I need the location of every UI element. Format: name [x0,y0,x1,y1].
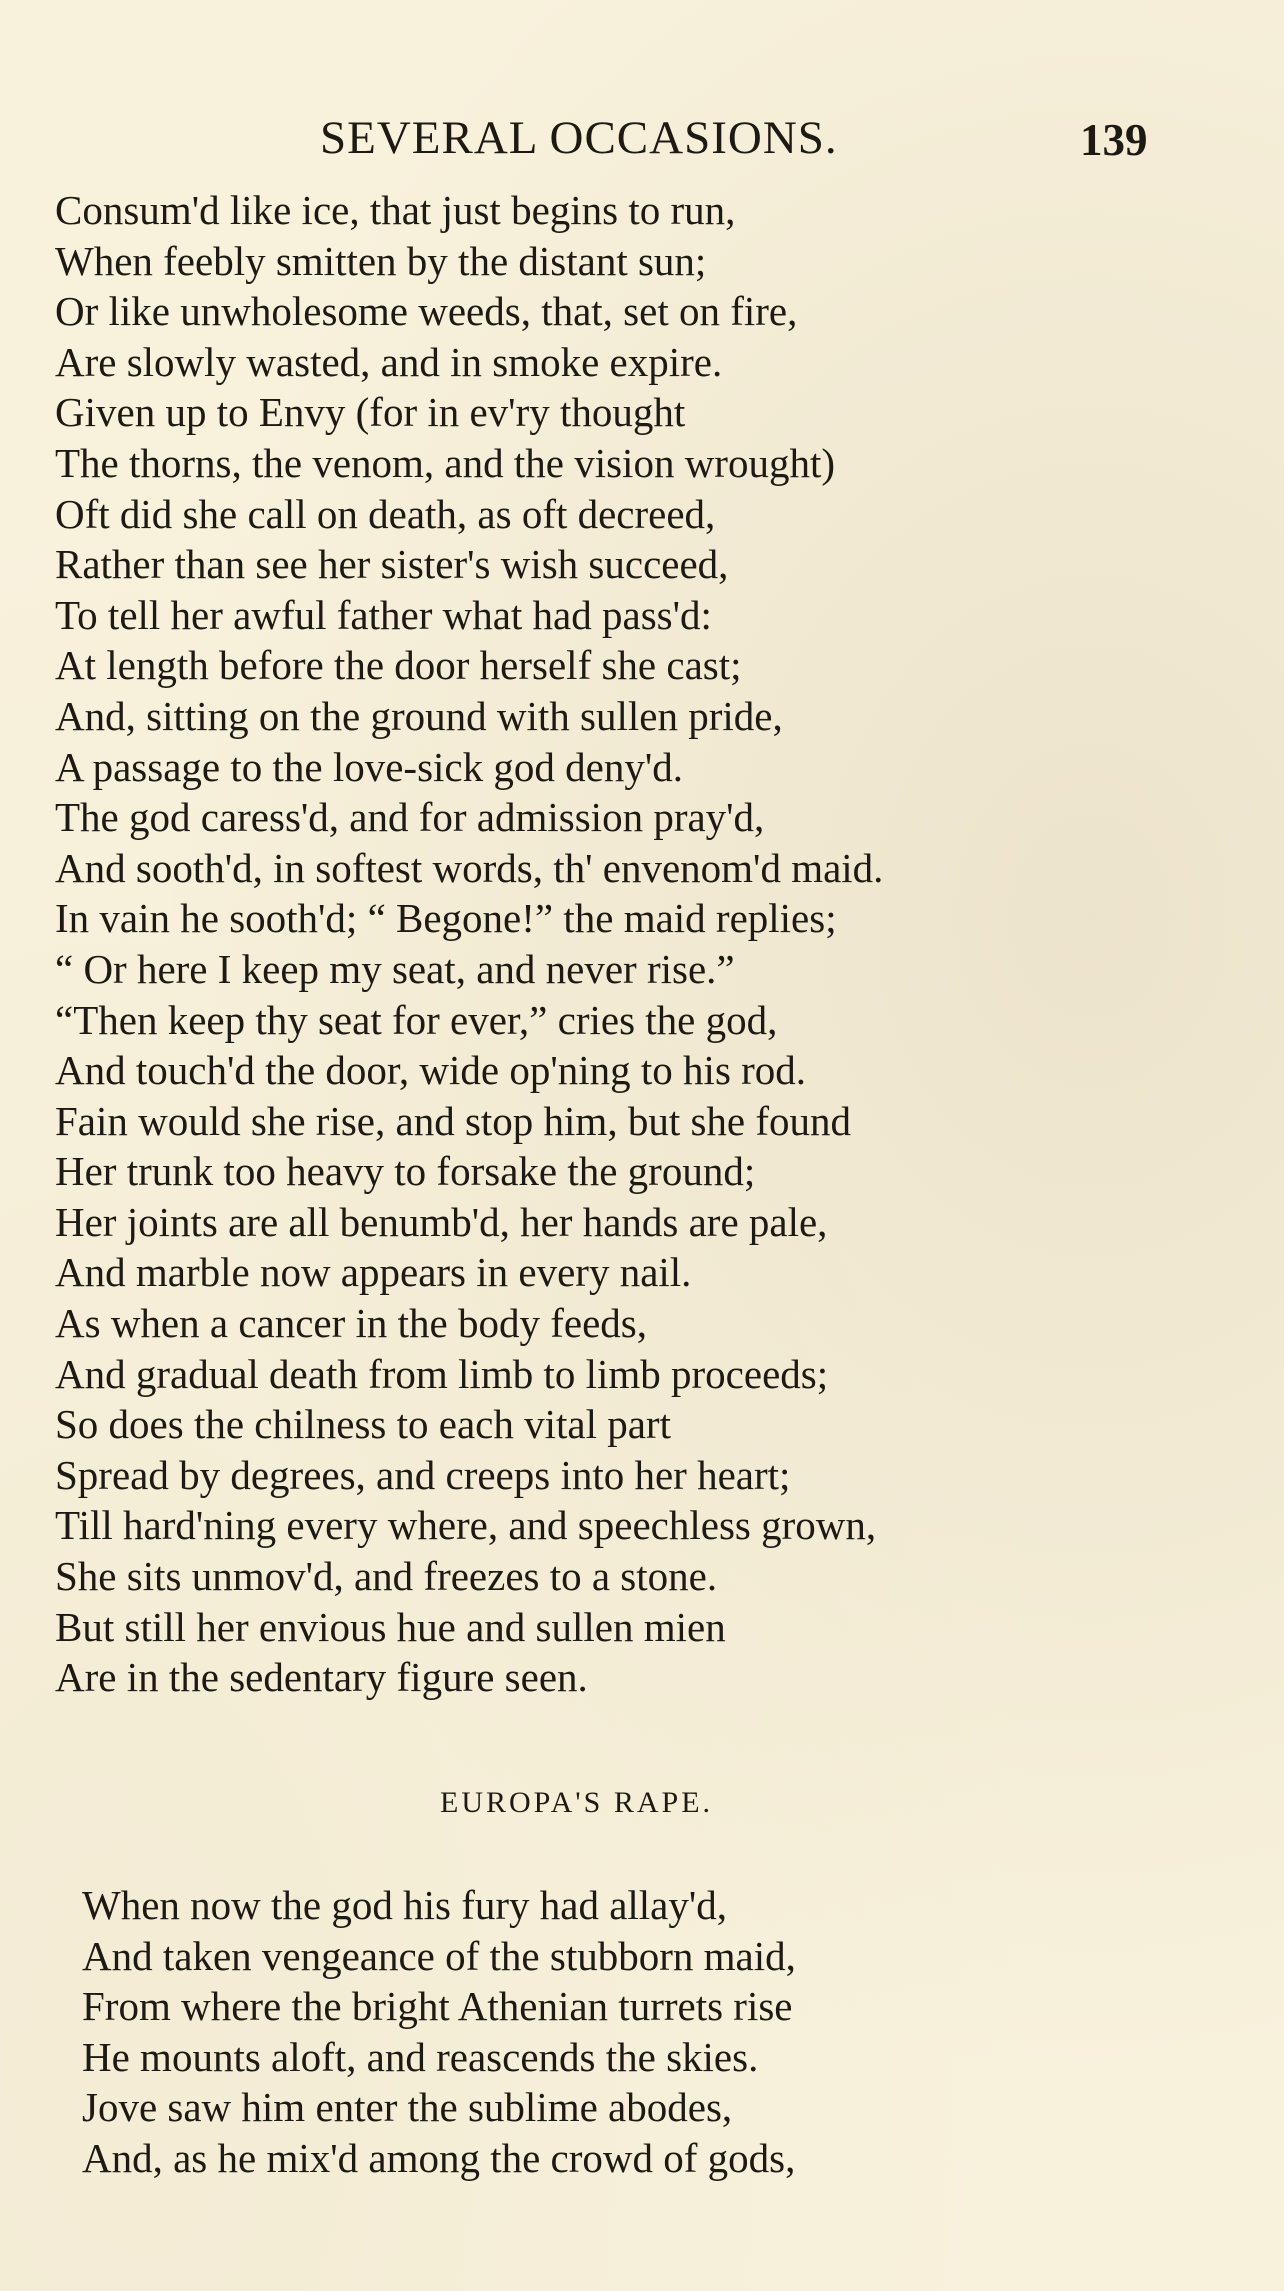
verse-line: And, sitting on the ground with sullen pride, [55,692,783,739]
verse-line: And marble now appears in every nail. [55,1249,692,1296]
verse-line: Or like unwholesome weeds, that, set on fire, [55,288,798,335]
verse-line: He mounts aloft, and reascends the skies. [82,2033,759,2080]
verse-line: When now the god his fury had allay'd, [82,1882,728,1928]
verse-line: “ Or here I keep my seat, and never rise.” [55,945,735,992]
poem-text [55,185,1205,1703]
verse-line: The god caress'd, and for admission pray'd, [55,794,765,841]
verse-line: Consum'd like ice, that just begins to run, [55,187,736,233]
verse-line: And, as he mix'd among the crowd of gods, [82,2134,796,2181]
running-head-title: SEVERAL OCCASIONS. [320,112,838,164]
verse-line: Rather than see her sister's wish succeed, [55,541,729,588]
verse-line: Spread by degrees, and creeps into her heart; [55,1451,791,1498]
verse-line: Are slowly wasted, and in smoke expire. [55,338,723,385]
section-title: EUROPA'S RAPE. [440,1786,714,1819]
verse-line: So does the chilness to each vital part [55,1401,671,1448]
verse-line: Oft did she call on death, as oft decreed, [55,490,716,537]
verse-line: Jove saw him enter the sublime abodes, [82,2084,733,2130]
verse-line: But still her envious hue and sullen mien [55,1603,726,1650]
verse-line: And touch'd the door, wide op'ning to his rod. [55,1047,807,1094]
verse-line: And taken vengeance of the stubborn maid, [82,1932,796,1979]
verse-line: From where the bright Athenian turrets rise [82,1983,793,2029]
verse-line: Are in the sedentary figure seen. [55,1654,588,1701]
verse-line: Her joints are all benumb'd, her hands are pale, [55,1198,828,1245]
verse-line: And gradual death from limb to limb proceeds; [55,1350,829,1397]
verse-line: When feebly smitten by the distant sun; [55,237,707,284]
running-head [0,108,1284,168]
section-poem-text [82,1880,1182,2183]
verse-line: She sits unmov'd, and freezes to a stone. [55,1553,718,1600]
verse-line: The thorns, the venom, and the vision wrought) [55,439,836,486]
verse-line: As when a cancer in the body feeds, [55,1300,647,1347]
verse-line: “Then keep thy seat for ever,” cries the god, [55,996,778,1043]
verse-line: In vain he sooth'd; “ Begone!” the maid replies; [55,895,837,942]
verse-line: Given up to Envy (for in ev'ry thought [55,389,686,436]
verse-line: Till hard'ning every where, and speechless grown, [55,1502,877,1549]
verse-line: At length before the door herself she cast; [55,642,742,689]
page-number: 139 [1080,115,1148,165]
verse-line: Her trunk too heavy to forsake the ground; [55,1148,756,1195]
verse-line: And sooth'd, in softest words, th' envenom'd maid. [55,844,884,891]
verse-line: A passage to the love-sick god deny'd. [55,743,683,790]
verse-line: To tell her awful father what had pass'd: [55,591,712,638]
verse-line: Fain would she rise, and stop him, but she found [55,1097,852,1144]
